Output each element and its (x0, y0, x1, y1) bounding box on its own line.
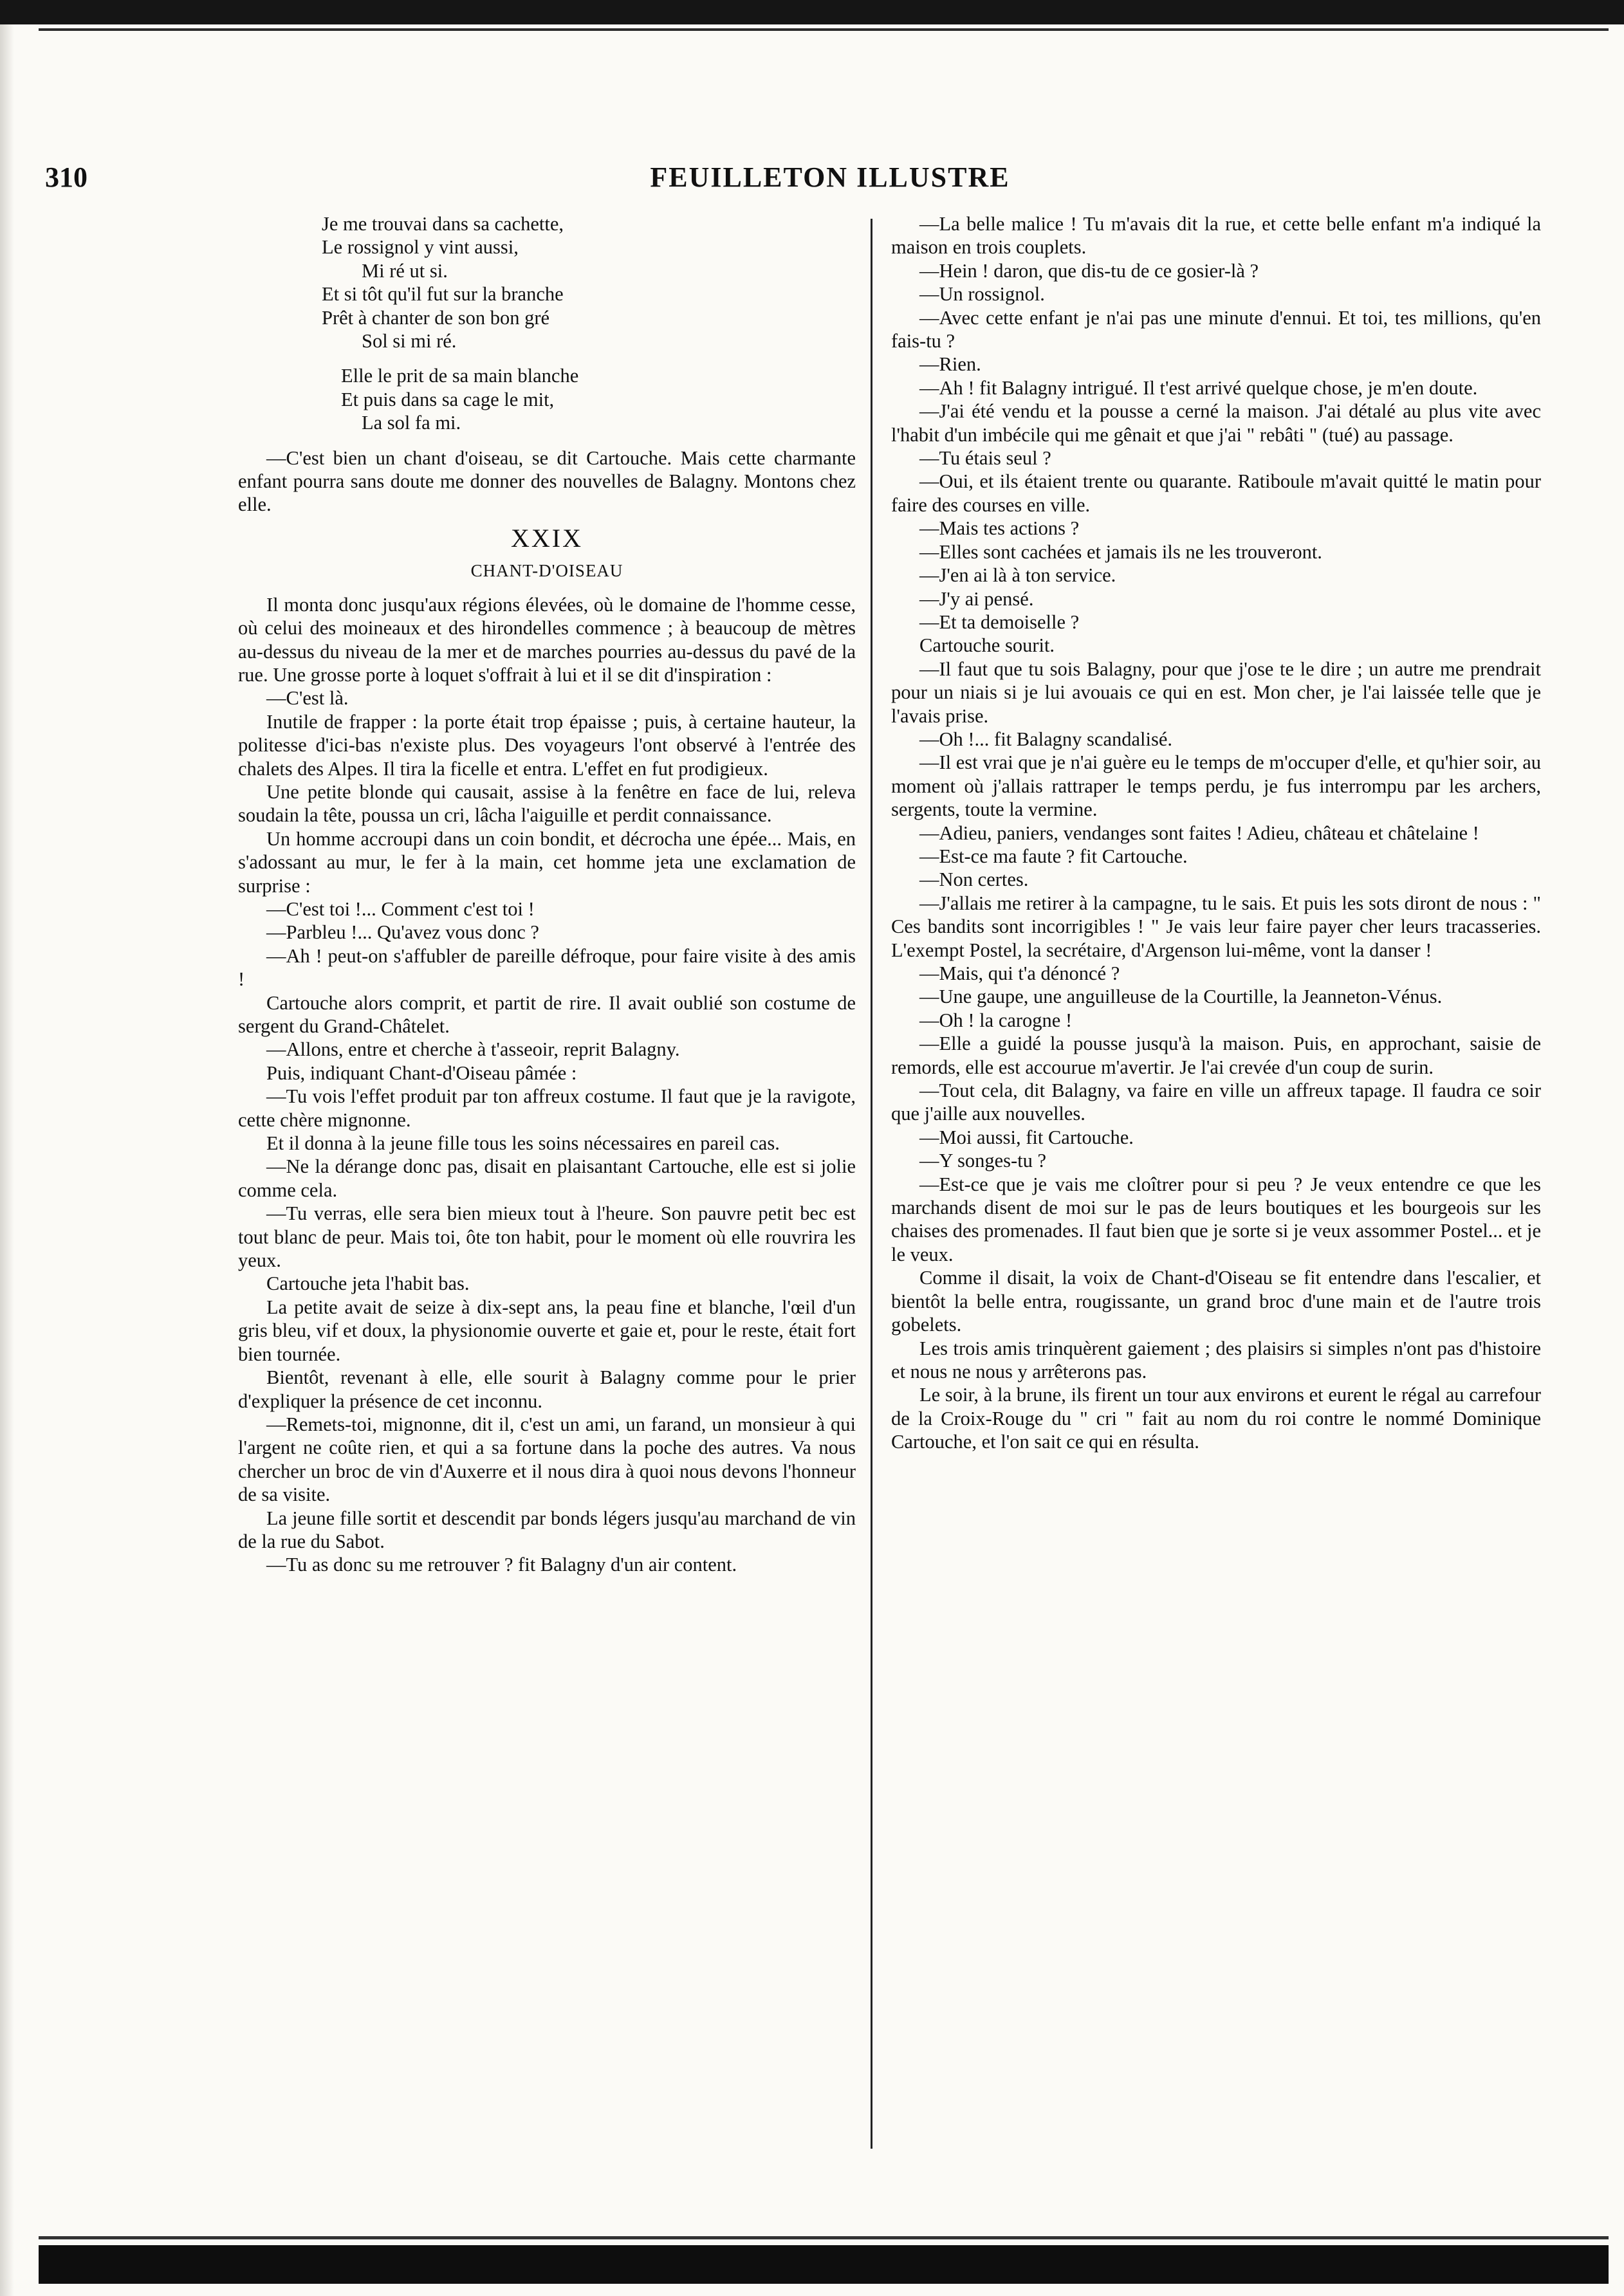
paragraph: —Avec cette enfant je n'ai pas une minute d'ennui. Et toi, tes millions, qu'en fais-tu ? (891, 306, 1541, 353)
chapter-title: CHANT-D'OISEAU (470, 561, 623, 581)
paragraph: —Est-ce que je vais me cloîtrer pour si peu ? Je veux entendre ce que les marchands disent de moi sur le pas de leurs boutiques et les bourgeois sur les chaises des promenades. Il faut bien que je sorte si je veux assommer Postel... et je le veux. (891, 1173, 1541, 1265)
paragraph: Puis, indiquant Chant-d'Oiseau pâmée : (266, 1061, 577, 1084)
verse-line: Je me trouvai dans sa cachette, (322, 213, 564, 235)
paragraph: —C'est bien un chant d'oiseau, se dit Cartouche. Mais cette charmante enfant pourra sans doute me donner des nouvelles de Balagny. Montons chez elle. (238, 446, 856, 516)
scan-top-border (0, 0, 1624, 24)
page-number: 310 (45, 161, 88, 193)
right-column (891, 212, 1541, 1454)
paragraph: —Moi aussi, fit Cartouche. (919, 1126, 1134, 1148)
paragraph: —Elle a guidé la pousse jusqu'à la maison. Puis, en approchant, saisie de remords, elle est accourue m'avertir. Je l'ai crevée d'un coup de surin. (891, 1033, 1541, 1078)
paragraph: —Une gaupe, une anguilleuse de la Courtille, la Jeanneton-Vénus. (919, 986, 1443, 1008)
paragraph: Bientôt, revenant à elle, elle sourit à Balagny comme pour le prier d'expliquer la présence de cet inconnu. (238, 1366, 856, 1412)
right-paragraphs (891, 212, 1541, 1454)
paragraph: Un homme accroupi dans un coin bondit, et décrocha une épée... Mais, en s'adossant au mur, le fer à la main, cet homme jeta une exclamation de surprise : (238, 827, 856, 897)
paragraph: —Il faut que tu sois Balagny, pour que j'ose te le dire ; un autre me prendrait pour un niais si je lui avouais ce qui en est. Mon cher, je l'ai laissée telle que je l'avais prise. (891, 657, 1541, 727)
paragraph: —Tu verras, elle sera bien mieux tout à l'heure. Son pauvre petit bec est tout blanc de peur. Mais toi, ôte ton habit, pour le moment où elle rouvrira les yeux. (238, 1202, 856, 1272)
paragraph: —J'y ai pensé. (919, 587, 1034, 610)
paragraph: —Remets-toi, mignonne, dit il, c'est un ami, un farand, un monsieur à qui l'argent ne coûte rien, et qui a sa fortune dans la poche des autres. Va nous chercher un broc de vin d'Auxerre et il nous dira à quoi nous devons l'honneur de sa visite. (238, 1413, 856, 1506)
left-column (238, 212, 856, 1577)
verse-line: Prêt à chanter de son bon gré (322, 306, 550, 329)
paragraph: —Tu as donc su me retrouver ? fit Balagny d'un air content. (266, 1554, 737, 1576)
paragraph: —J'en ai là à ton service. (919, 564, 1116, 587)
paragraph: —Rien. (919, 353, 981, 376)
scan-bottom-border (39, 2245, 1609, 2284)
top-rule (39, 28, 1609, 31)
verse-line: Mi ré ut si. (362, 259, 448, 282)
paragraph: —Ah ! peut-on s'affubler de pareille défroque, pour faire visite à des amis ! (238, 944, 856, 991)
verse-line: Le rossignol y vint aussi, (322, 236, 519, 259)
paragraph: —Mais tes actions ? (919, 517, 1080, 540)
paragraph: Cartouche jeta l'habit bas. (266, 1272, 470, 1295)
paragraph: —Mais, qui t'a dénoncé ? (919, 962, 1120, 984)
paragraph: —Hein ! daron, que dis-tu de ce gosier-là ? (919, 259, 1259, 282)
running-title: FEUILLETON ILLUSTRE (650, 161, 1010, 193)
paragraph: Le soir, à la brune, ils firent un tour aux environs et eurent le régal au carrefour de la Croix-Rouge du " cri " fait au nom du roi contre le nommé Dominique Cartouche, et l'on sait ce qui en résulta. (891, 1384, 1541, 1453)
paragraph: —Ah ! fit Balagny intrigué. Il t'est arrivé quelque chose, je m'en doute. (919, 376, 1478, 399)
paragraph: —La belle malice ! Tu m'avais dit la rue, et cette belle enfant m'a indiqué la maison en trois couplets. (891, 213, 1541, 259)
paragraph: —C'est toi !... Comment c'est toi ! (266, 897, 535, 920)
paragraph: —Tout cela, dit Balagny, va faire en ville un affreux tapage. Il faudra ce soir que j'aille aux nouvelles. (891, 1079, 1541, 1125)
paragraph: Les trois amis trinquèrent gaiement ; des plaisirs si simples n'ont pas d'histoire et nous ne nous y arrêterons pas. (891, 1337, 1541, 1382)
paragraph: —Tu vois l'effet produit par ton affreux costume. Il faut que je la ravigote, cette chère mignonne. (238, 1085, 856, 1131)
verse-line: Elle le prit de sa main blanche (341, 365, 579, 387)
paragraph: La petite avait de seize à dix-sept ans, la peau fine et blanche, l'œil d'un gris bleu, vif et doux, la physionomie ouverte et gaie et, pour le reste, était fort bien tournée. (238, 1296, 856, 1365)
verse-line: Et puis dans sa cage le mit, (341, 388, 555, 410)
paragraph: Inutile de frapper : la porte était trop épaisse ; puis, à certaine hauteur, la politesse d'ici-bas n'existe plus. Des voyageurs l'ont observé à l'entrée des chalets des Alpes. Il tira la ficelle et entra. L'effet en fut prodigieux. (238, 710, 856, 780)
paragraph: —Ne la dérange donc pas, disait en plaisantant Cartouche, elle est si jolie comme cela. (238, 1155, 856, 1201)
paragraph: Cartouche sourit. (919, 634, 1055, 657)
paragraph: Comme il disait, la voix de Chant-d'Oiseau se fit entendre dans l'escalier, et bientôt la belle entra, rougissante, un grand broc d'une main et de l'autre trois gobelets. (891, 1267, 1541, 1336)
paragraph: —Oui, et ils étaient trente ou quarante. Ratiboule m'avait quitté le matin pour faire des courses en ville. (891, 470, 1541, 516)
page-header (45, 161, 1615, 199)
paragraph: —Un rossignol. (919, 283, 1045, 306)
paragraph: Une petite blonde qui causait, assise à la fenêtre en face de lui, releva soudain la tête, poussa un cri, lâcha l'aiguille et perdit connaissance. (238, 780, 856, 827)
verse-line: La sol fa mi. (362, 412, 461, 434)
paragraph: —Il est vrai que je n'ai guère eu le temps de m'occuper d'elle, et qu'hier soir, au moment où j'allais rattraper le temps perdu, je fus interrompu par les archers, sergents, toute la vermine. (891, 751, 1541, 821)
paragraph: —Non certes. (919, 868, 1029, 891)
paragraph: —Allons, entre et cherche à t'asseoir, reprit Balagny. (266, 1038, 680, 1061)
paragraph: Il monta donc jusqu'aux régions élevées, où le domaine de l'homme cesse, où celui des moineaux et des hirondelles commence ; à beaucoup de mètres au-dessus du niveau de la mer et de marches pourries au-dessus du pavé de la rue. Une grosse porte à loquet s'offrait à lui et il se dit d'inspiration : (238, 593, 856, 686)
verse-line: Sol si mi ré. (362, 330, 457, 353)
paragraph: —Oh !... fit Balagny scandalisé. (919, 728, 1173, 750)
verse-line: Et si tôt qu'il fut sur la branche (322, 283, 564, 306)
paragraph: —Et ta demoiselle ? (919, 611, 1080, 633)
paragraph: —J'allais me retirer à la campagne, tu le sais. Et puis les sots diront de nous : " Ces bandits sont incorrigibles ! " Je vais leur faire payer cher leurs tracasseries. L'exempt Postel, la secrétaire, d'Argenson lui-même, vont la danser ! (891, 892, 1541, 961)
scan-left-edge (0, 0, 14, 2296)
paragraph: —Est-ce ma faute ? fit Cartouche. (919, 845, 1188, 867)
paragraph: Cartouche alors comprit, et partit de rire. Il avait oublié son costume de sergent du Grand-Châtelet. (238, 991, 856, 1037)
paragraph: —Elles sont cachées et jamais ils ne les trouveront. (919, 540, 1322, 563)
left-paragraphs (238, 593, 856, 1577)
paragraph: —Adieu, paniers, vendanges sont faites ! Adieu, château et châtelaine ! (919, 822, 1479, 844)
paragraph: —J'ai été vendu et la pousse a cerné la maison. J'ai détalé au plus vite avec l'habit d'un imbécile qui me gênait et que j'ai " rebâti " (tué) au passage. (891, 400, 1541, 446)
column-divider (871, 219, 872, 2149)
paragraph: —C'est là. (266, 687, 349, 710)
paragraph: —Parbleu !... Qu'avez vous donc ? (266, 921, 539, 944)
paragraph: —Y songes-tu ? (919, 1150, 1047, 1172)
song-verse (322, 212, 856, 435)
chapter-number: XXIX (511, 523, 583, 553)
paragraph: —Oh ! la carogne ! (919, 1009, 1073, 1031)
paragraph: —Tu étais seul ? (919, 447, 1051, 470)
paragraph: Et il donna à la jeune fille tous les soins nécessaires en pareil cas. (266, 1132, 780, 1155)
paragraph: La jeune fille sortit et descendit par bonds légers jusqu'au marchand de vin de la rue du Sabot. (238, 1507, 856, 1552)
